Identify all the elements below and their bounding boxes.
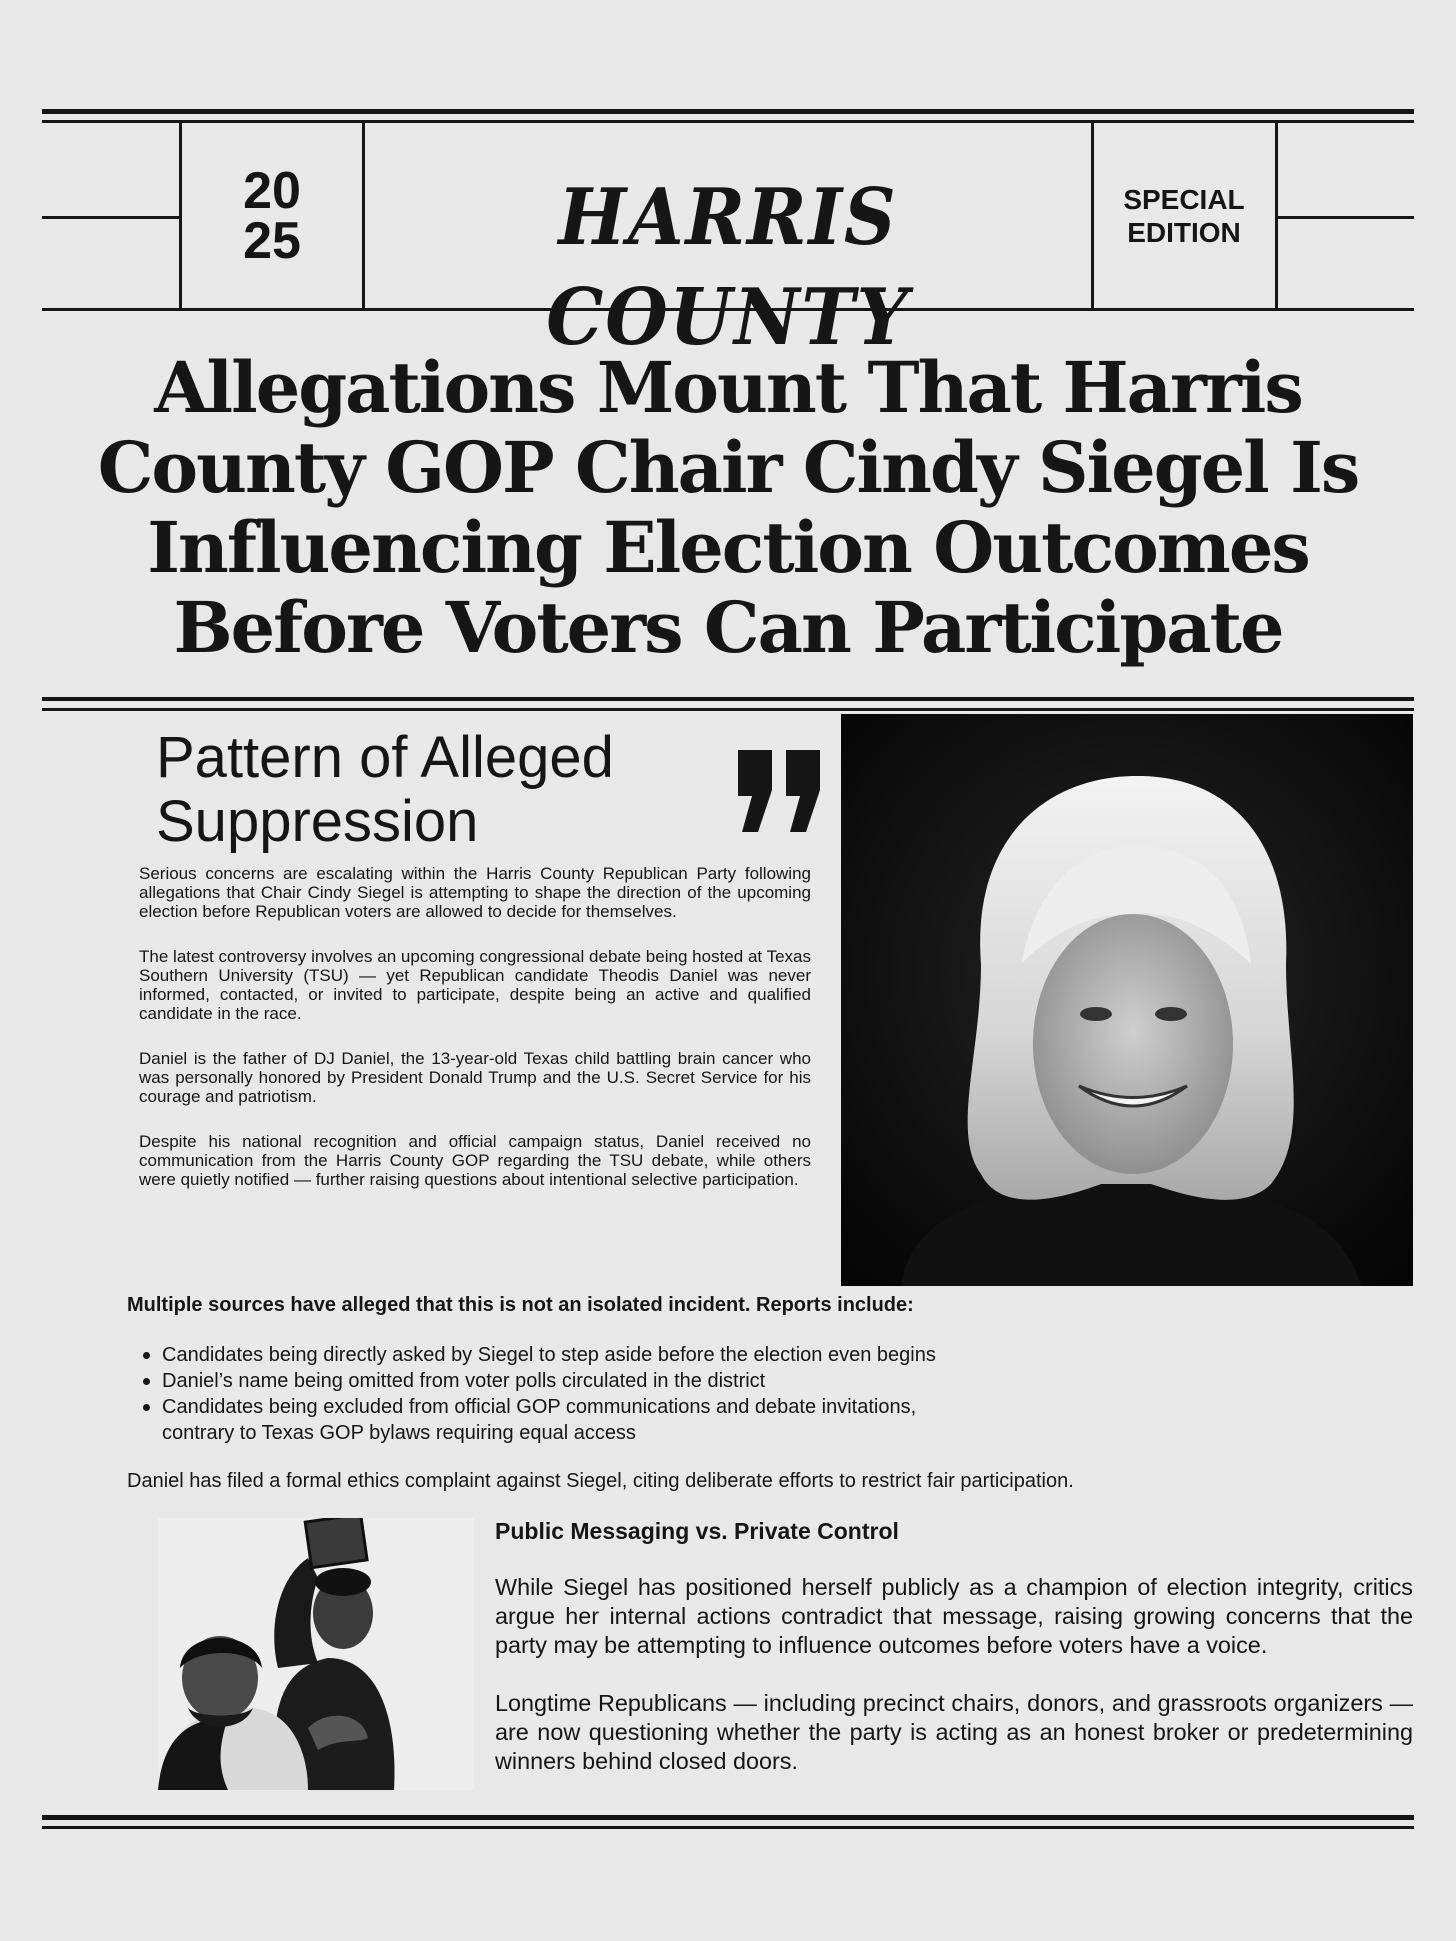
headline-rule-top [42,697,1414,701]
bottom-rule-thick [42,1815,1414,1820]
quote-mark-icon [736,742,824,842]
body-paragraph: Serious concerns are escalating within the Harris County Republican Party following allegations that Chair Cindy Siegel is attempting to shape the direction of the upcoming election before Republican voters are allowed to decide for themselves. [139,864,811,921]
public-messaging-heading: Public Messaging vs. Private Control [495,1518,899,1544]
body-paragraph: While Siegel has positioned herself publicly as a champion of election integrity, critics argue her internal actions contradict that message, raising growing concerns that the party may be attempting to influence outcomes before voters have a voice. [495,1574,1413,1658]
public-messaging-body [495,1573,1413,1805]
edition-line1: SPECIAL [1123,184,1245,215]
top-rule-thin [42,120,1414,123]
section-subhead: Pattern of Alleged Suppression [156,725,614,854]
list-item: Candidates being excluded from official GOP communications and debate invitations, contrary to Texas GOP bylaws requiring equal access [127,1394,1227,1446]
list-item: Candidates being directly asked by Siegel to step aside before the election even begins [127,1342,1227,1368]
body-paragraph: Despite his national recognition and official campaign status, Daniel received no communication from the Harris County GOP regarding the TSU debate, while others were quietly notified — further raising questions about intentional selective participation. [139,1132,811,1189]
year-bottom: 25 [243,212,301,270]
headline-rule-bottom [42,708,1414,711]
year-top: 20 [243,162,301,220]
portrait-photo [841,714,1413,1286]
list-item: Daniel’s name being omitted from voter polls circulated in the district [127,1368,1227,1394]
masthead-title: HARRIS COUNTY [546,172,910,363]
complaint-note: Daniel has filed a formal ethics complaint against Siegel, citing deliberate efforts to restrict fair participation. [127,1470,1074,1492]
bottom-rule-thin [42,1826,1414,1829]
article-body [139,864,811,1215]
reports-list [127,1342,1227,1446]
masthead-side-line-left [42,216,179,219]
reports-intro: Multiple sources have alleged that this is not an isolated incident. Reports include: [127,1294,914,1316]
body-paragraph: The latest controversy involves an upcoming congressional debate being hosted at Texas Southern University (TSU) — yet Republican candidate Theodis Daniel was never informed, contacted, or invited to participate, despite being an active and qualified candidate in the race. [139,947,811,1023]
headline: Allegations Mount That Harris County GOP Chair Cindy Siegel Is Influencing Election Outcomes Before Voters Can Participate [97,346,1359,669]
top-rule-thick [42,109,1414,114]
father-son-photo [158,1518,474,1790]
edition-label [1092,183,1276,249]
masthead-year [180,162,364,270]
body-paragraph: Daniel is the father of DJ Daniel, the 13-year-old Texas child battling brain cancer who was personally honored by President Donald Trump and the U.S. Secret Service for his courage and patriotism. [139,1049,811,1106]
masthead-side-line-right [1278,216,1414,219]
edition-line2: EDITION [1127,217,1241,248]
body-paragraph: Longtime Republicans — including precinct chairs, donors, and grassroots organizers — are now questioning whether the party is acting as an honest broker or predetermining winners behind closed doors. [495,1690,1413,1774]
